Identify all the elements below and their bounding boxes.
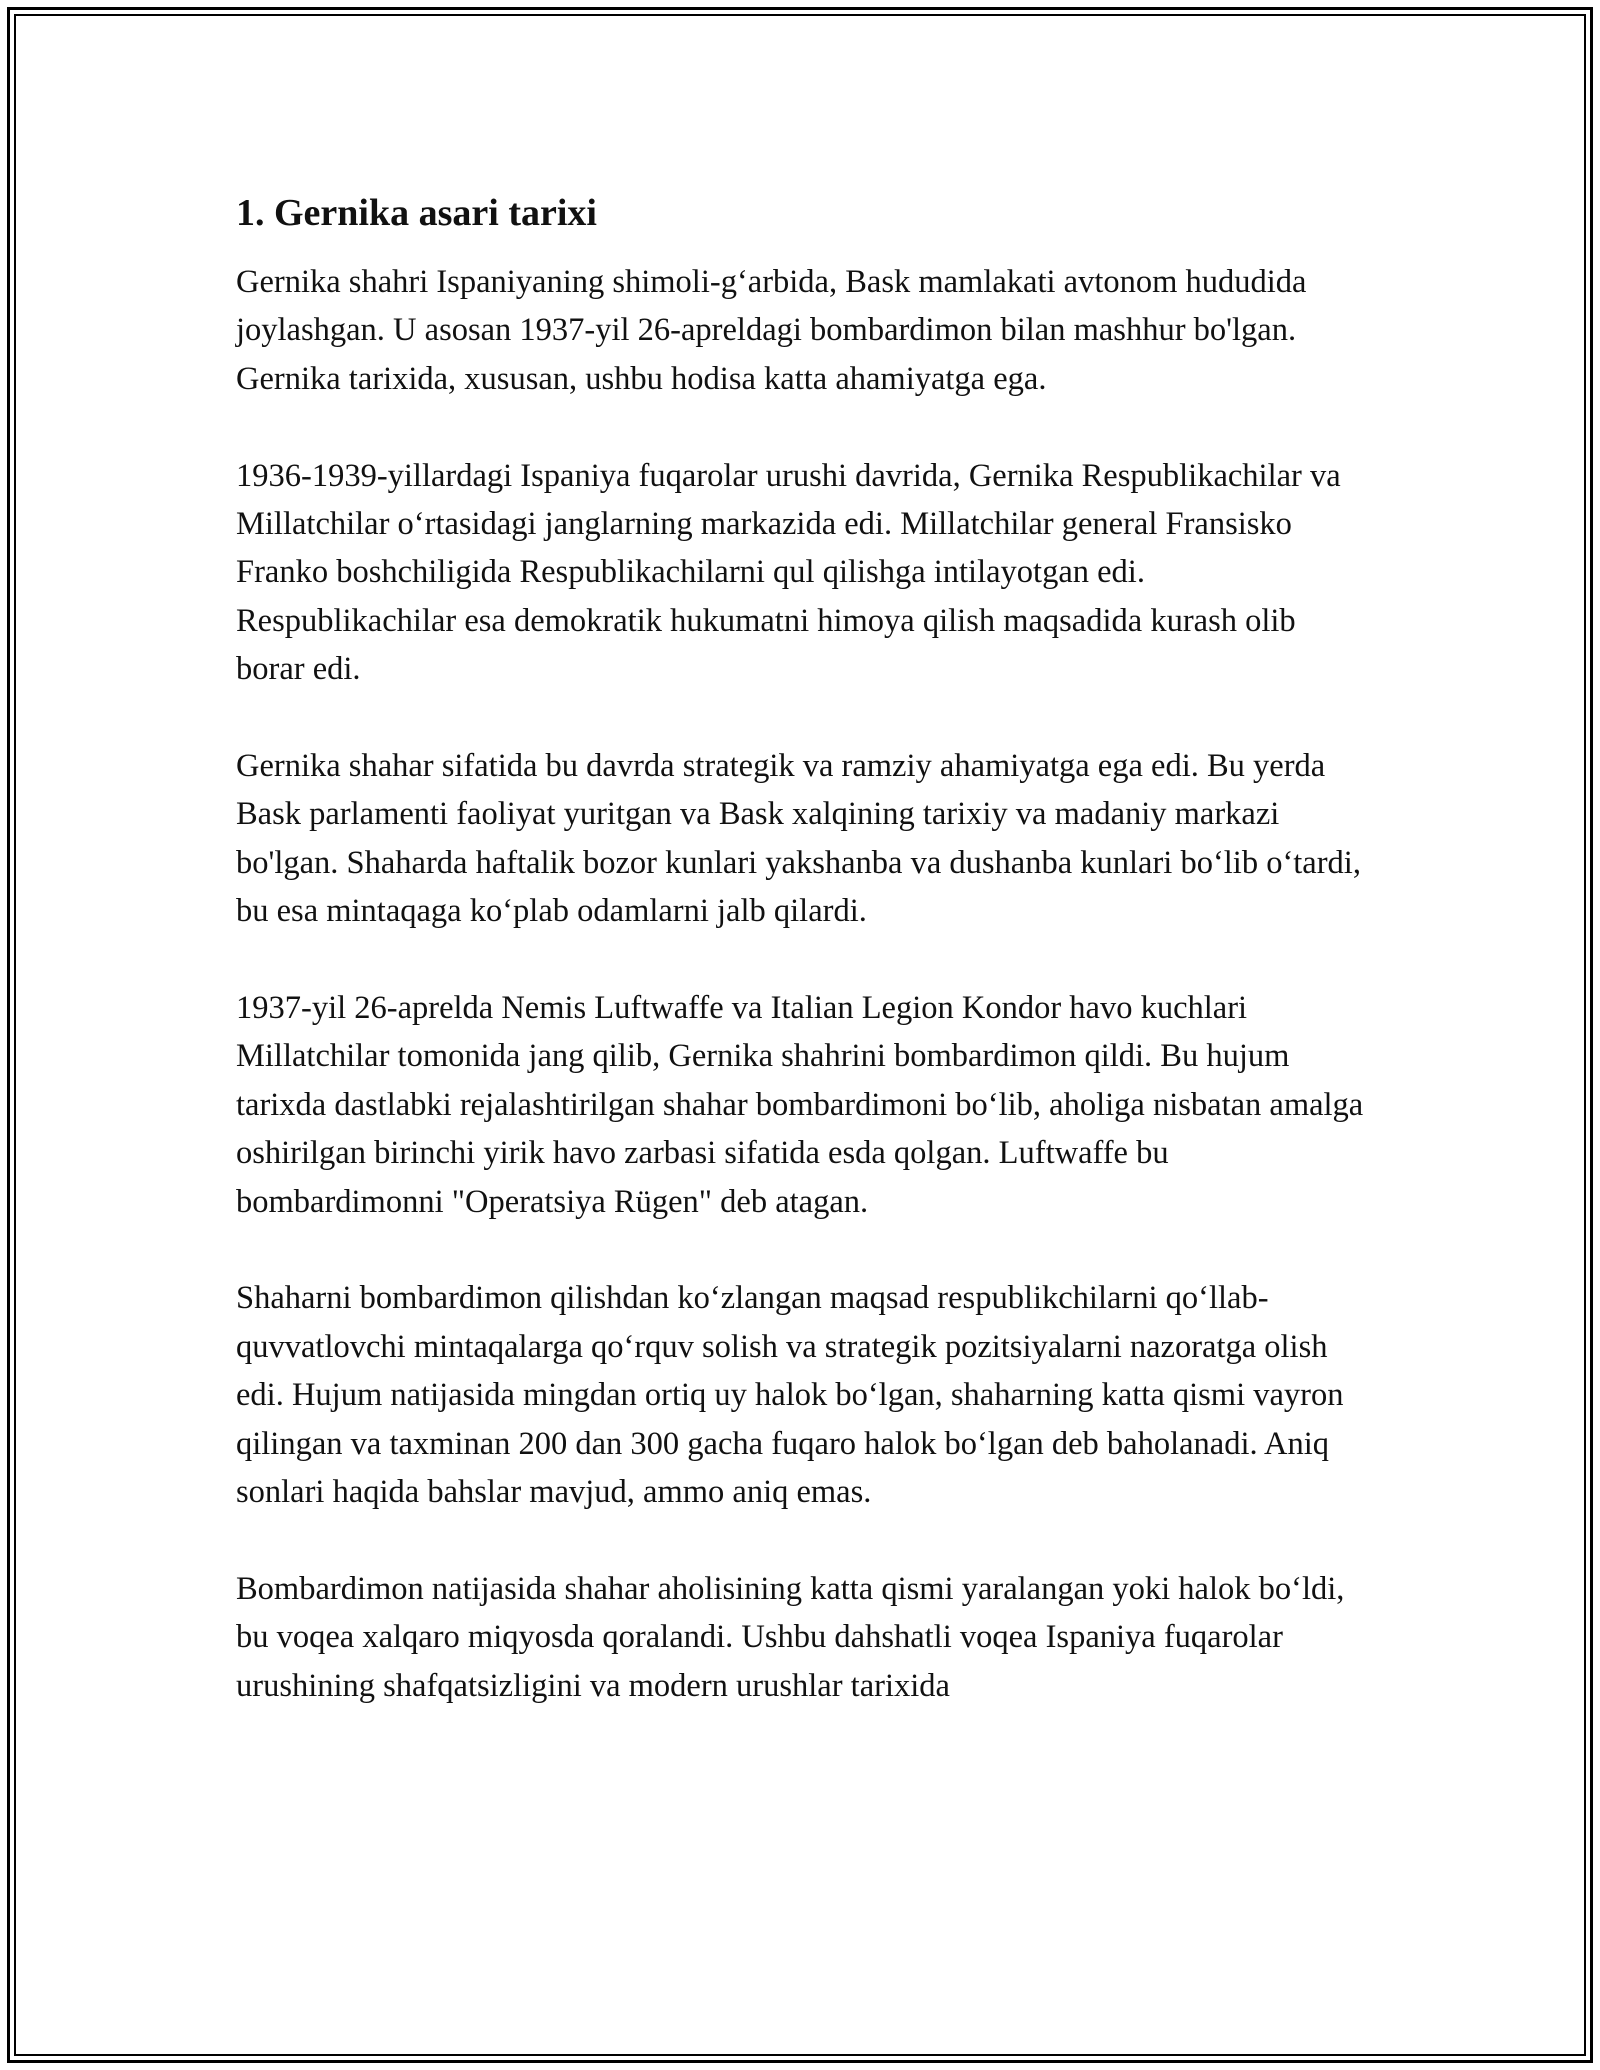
paragraph-1: Gernika shahri Ispaniyaning shimoli-g‘arbida, Bask mamlakati avtonom hududida joylashgan. U asosan 1937-yil 26-apreldagi bombardimon bilan mashhur bo'lgan. Gernika tarixida, xususan, ushbu hodisa katta ahamiyatga ega. — [236, 264, 1307, 397]
paragraph-4: 1937-yil 26-aprelda Nemis Luftwaffe va Italian Legion Kondor havo kuchlari Millatchilar tomonida jang qilib, Gernika shahrini bombardimon qildi. Bu hujum tarixda dastlabki rejalashtirilgan shahar bombardimoni bo‘lib, aholiga nisbatan amalga oshirilgan birinchi yirik havo zarbasi sifatida esda qolgan. Luftwaffe bu bombardimonni "Operatsiya Rügen" deb atagan. — [236, 990, 1364, 1220]
section-heading: 1. Gernika asari tarixi — [236, 192, 597, 234]
paragraph-2: 1936-1939-yillardagi Ispaniya fuqarolar urushi davrida, Gernika Respublikachilar va Millatchilar o‘rtasidagi janglarning markazida edi. Millatchilar general Fransisko Franko boshchiligida Respublikachilarni qul qilishga intilayotgan edi. Respublikachilar esa demokratik hukumatni himoya qilish maqsadida kurash olib borar edi. — [236, 457, 1341, 688]
document-body — [236, 188, 1366, 1710]
paragraph-6: Bombardimon natijasida shahar aholisining katta qismi yaralangan yoki halok bo‘ldi, bu voqea xalqaro miqyosda qoralandi. Ushbu dahshatli voqea Ispaniya fuqarolar urushining shafqatsizligini va modern urushlar tarixida — [236, 1570, 1345, 1704]
paragraph-3: Gernika shahar sifatida bu davrda strategik va ramziy ahamiyatga ega edi. Bu yerda Bask parlamenti faoliyat yuritgan va Bask xalqining tarixiy va madaniy markazi bo'lgan. Shaharda haftalik bozor kunlari yakshanba va dushanba kunlari bo‘lib o‘tardi, bu esa mintaqaga ko‘plab odamlarni jalb qilardi. — [236, 748, 1361, 930]
paragraph-5: Shaharni bombardimon qilishdan ko‘zlangan maqsad respublikchilarni qo‘llab-quvvatlovchi mintaqalarga qo‘rquv solish va strategik pozitsiyalarni nazoratga olish edi. Hujum natijasida mingdan ortiq uy halok bo‘lgan, shaharning katta qismi vayron qilingan va taxminan 200 dan 300 gacha fuqaro halok bo‘lgan deb baholanadi. Aniq sonlari haqida bahslar mavjud, ammo aniq emas. — [236, 1280, 1344, 1511]
